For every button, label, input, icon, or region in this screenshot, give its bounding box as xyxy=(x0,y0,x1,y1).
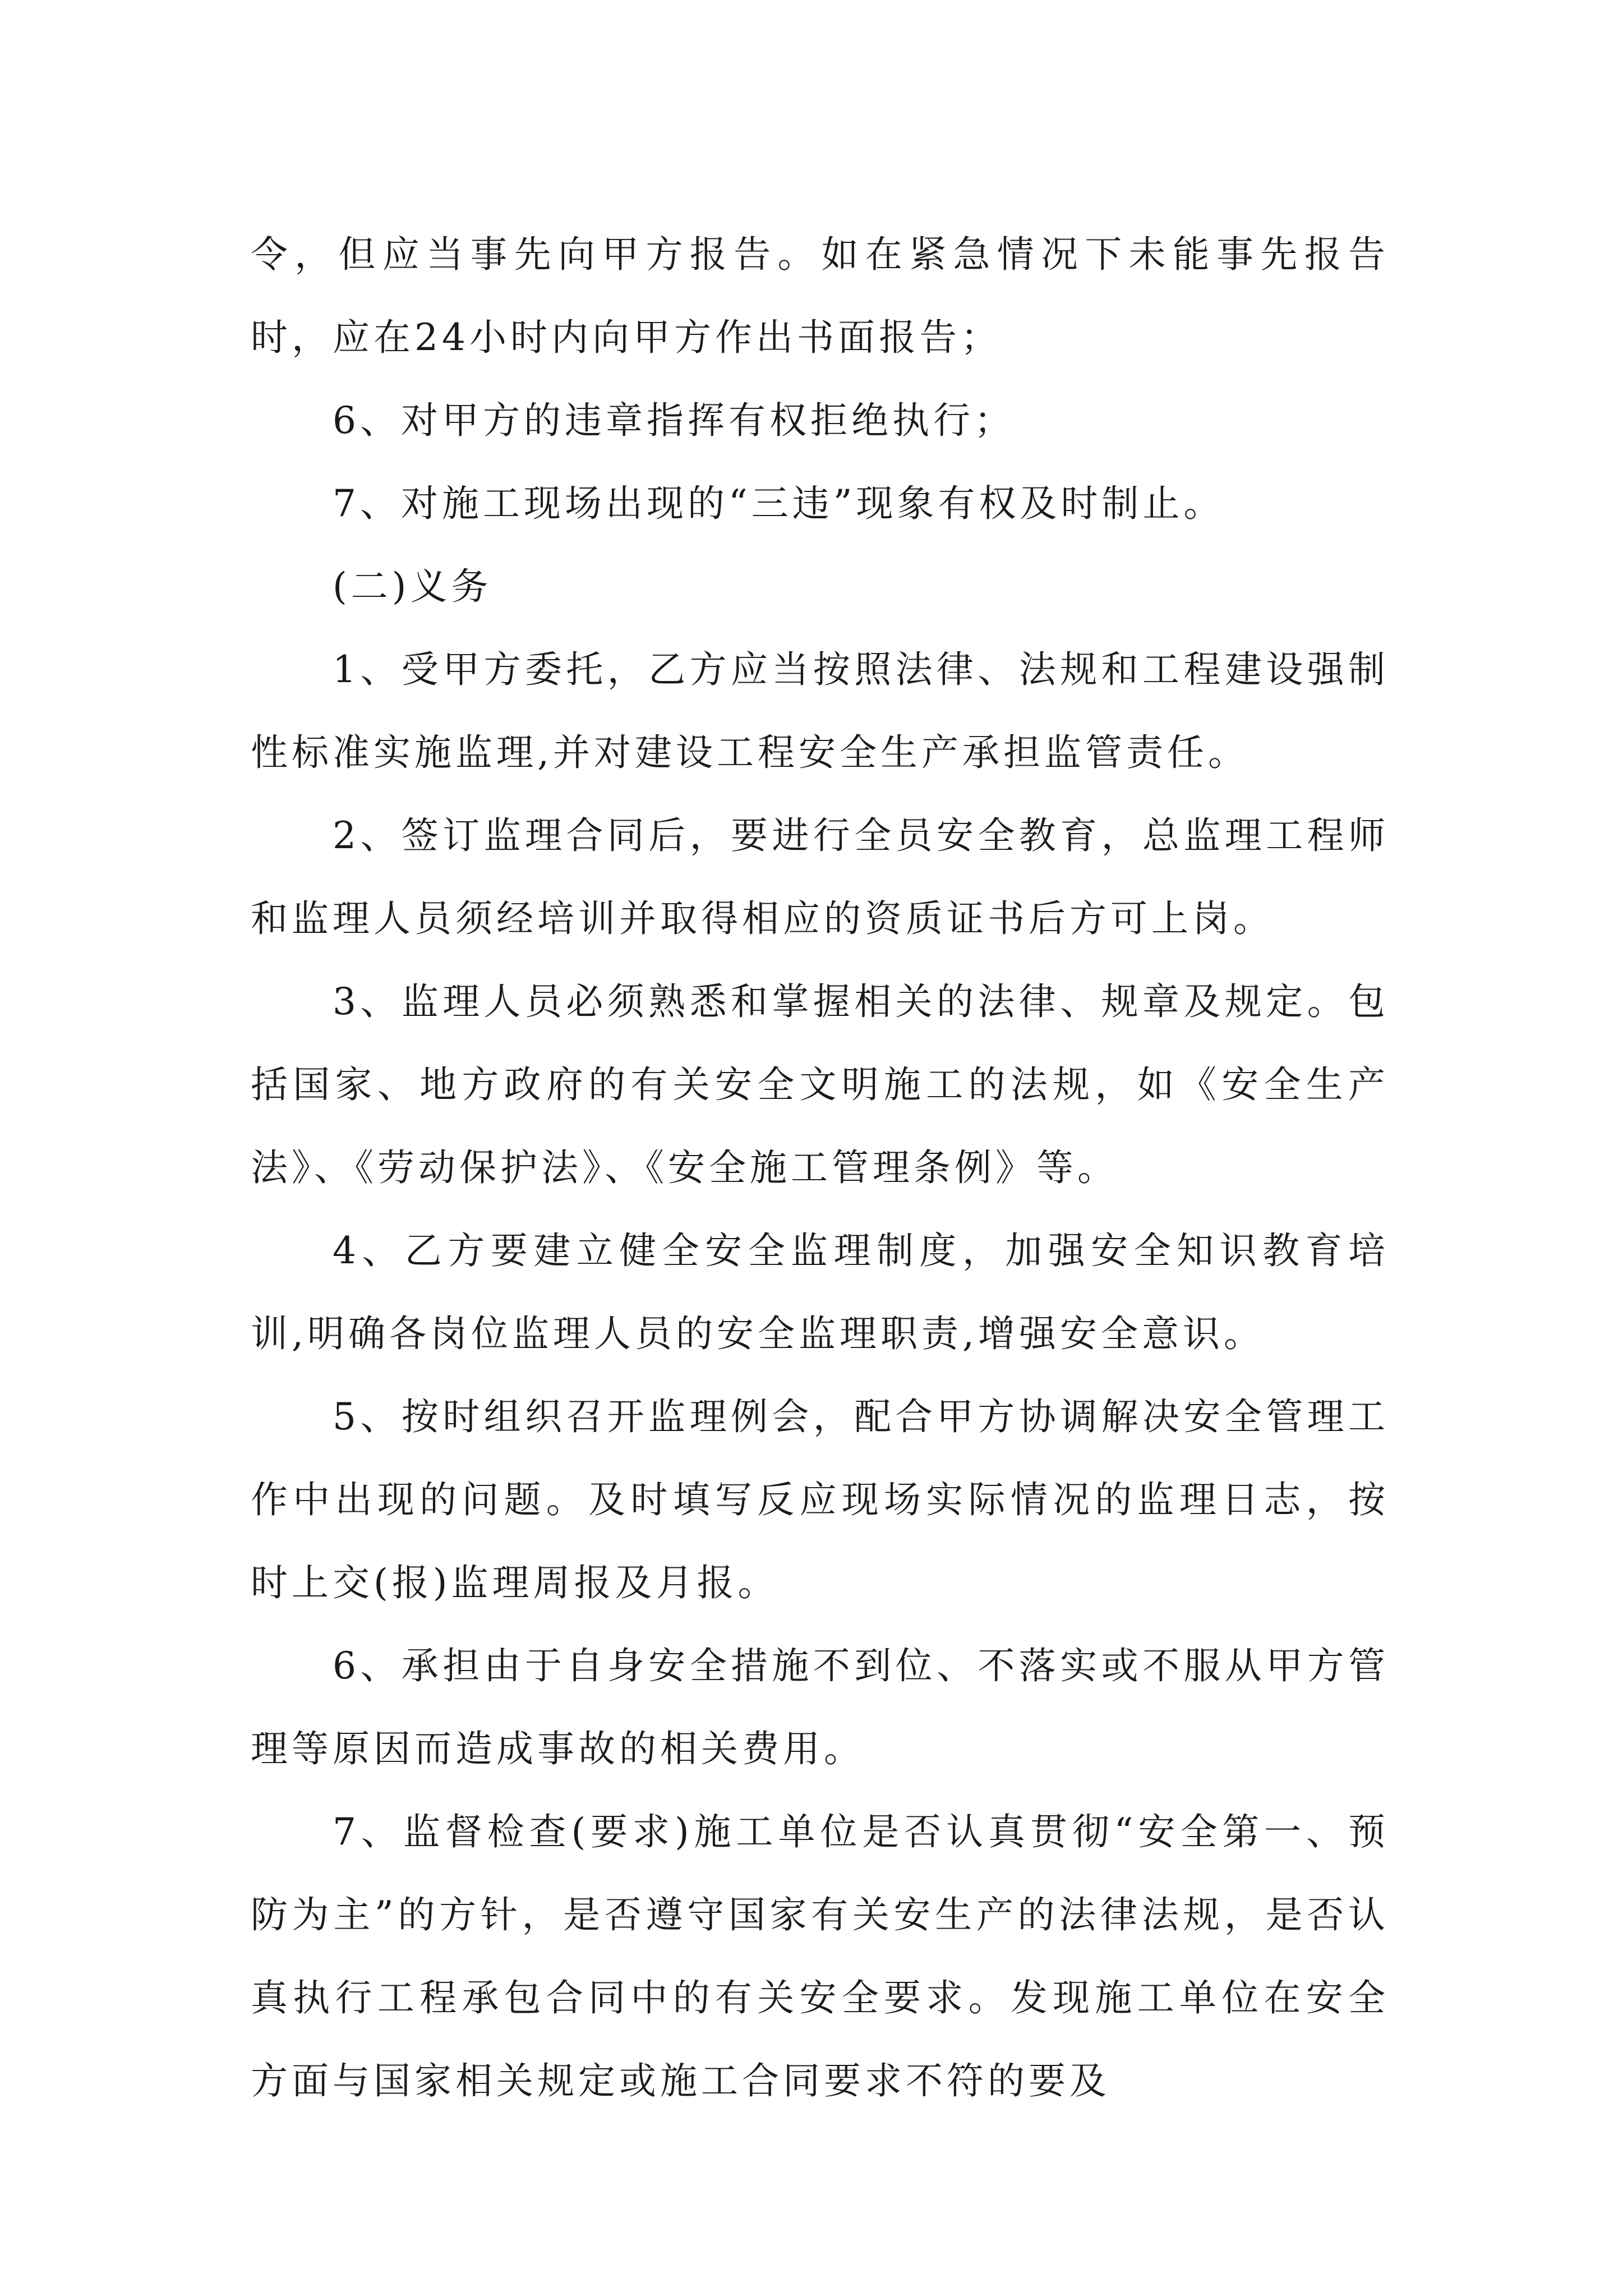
paragraph-obligation-2: 2、签订监理合同后，要进行全员安全教育，总监理工程师和监理人员须经培训并取得相应的资质证书后方可上岗。 xyxy=(251,814,1389,940)
paragraph-right-6: 6、对甲方的违章指挥有权拒绝执行； xyxy=(333,399,1015,442)
paragraph-obligation-3: 3、监理人员必须熟悉和掌握相关的法律、规章及规定。包括国家、地方政府的有关安全文明施工的法规，如《安全生产法》、《劳动保护法》、《安全施工管理条例》等。 xyxy=(251,980,1389,1189)
paragraph-obligation-4: 4、乙方要建立健全安全监理制度，加强安全知识教育培训,明确各岗位监理人员的安全监理职责,增强安全意识。 xyxy=(251,1229,1389,1355)
paragraph-continuation: 令，但应当事先向甲方报告。如在紧急情况下未能事先报告时，应在24小时内向甲方作出书面报告； xyxy=(251,233,1389,359)
paragraph-obligation-6: 6、承担由于自身安全措施不到位、不落实或不服从甲方管理等原因而造成事故的相关费用。 xyxy=(251,1644,1389,1770)
body-text xyxy=(251,213,1389,2123)
paragraph-right-7: 7、对施工现场出现的“三违”现象有权及时制止。 xyxy=(333,482,1225,525)
paragraph-obligation-5: 5、按时组织召开监理例会，配合甲方协调解决安全管理工作中出现的问题。及时填写反应现场实际情况的监理日志，按时上交(报)监理周报及月报。 xyxy=(251,1395,1389,1604)
paragraph-obligation-1: 1、受甲方委托，乙方应当按照法律、法规和工程建设强制性标准实施监理,并对建设工程安全生产承担监管责任。 xyxy=(251,648,1389,774)
section-heading-obligations: (二)义务 xyxy=(333,565,492,608)
paragraph-obligation-7: 7、监督检查(要求)施工单位是否认真贯彻“安全第一、预防为主”的方针，是否遵守国家有关安生产的法律法规，是否认真执行工程承包合同中的有关安全要求。发现施工单位在安全方面与国家相关规定或施工合同要求不符的要及 xyxy=(251,1810,1389,2102)
